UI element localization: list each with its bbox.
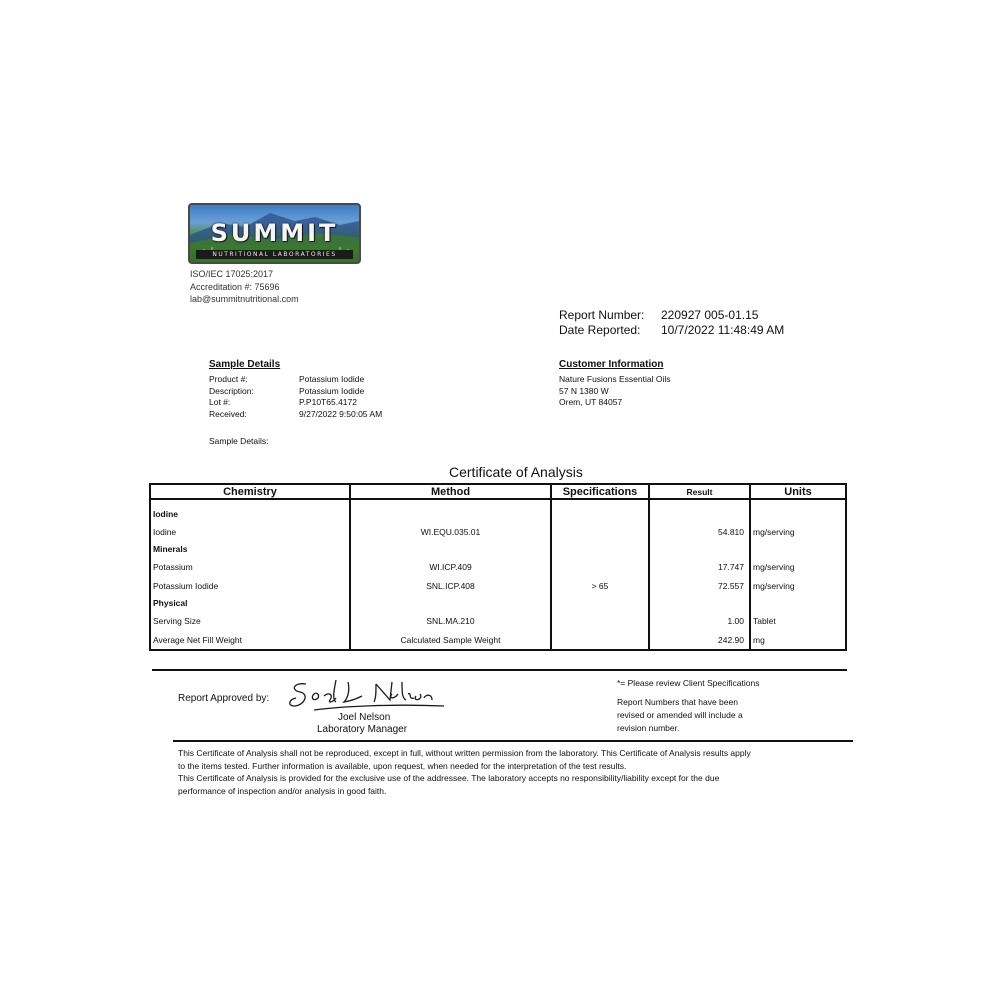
lot-value: P.P10T65.4172 <box>299 397 357 407</box>
date-reported-label: Date Reported: <box>559 323 641 337</box>
header-result: Result <box>649 484 750 499</box>
approved-by-label: Report Approved by: <box>178 693 270 704</box>
chemistry-cell: Average Net Fill Weight <box>150 630 350 650</box>
table-row <box>150 611 846 630</box>
disclaimer-line: This Certificate of Analysis is provided for the exclusive use of the addressee. The laboratory accepts no responsibility/liability except for the due <box>178 773 720 783</box>
result-cell: 17.747 <box>649 557 750 576</box>
spec-note: *= Please review Client Specifications <box>617 678 760 688</box>
spec-cell <box>551 522 649 541</box>
revision-note-line: revision number. <box>617 723 680 733</box>
report-number-label: Report Number: <box>559 308 645 322</box>
spec-cell <box>551 557 649 576</box>
units-cell: mg <box>750 630 846 650</box>
result-cell: 72.557 <box>649 576 750 595</box>
header-units: Units <box>750 484 846 499</box>
description-label: Description: <box>209 385 254 396</box>
units-cell: mg/serving <box>750 557 846 576</box>
method-cell: Calculated Sample Weight <box>350 630 551 650</box>
approval-bottom-divider <box>173 740 853 742</box>
table-row <box>150 522 846 541</box>
chemistry-cell: Potassium Iodide <box>150 576 350 595</box>
units-cell: mg/serving <box>750 522 846 541</box>
table-row <box>150 630 846 650</box>
result-cell: 1.00 <box>649 611 750 630</box>
product-value: Potassium Iodide <box>299 374 365 384</box>
customer-name: Nature Fusions Essential Oils <box>559 374 671 384</box>
lab-info <box>190 268 299 306</box>
units-cell: mg/serving <box>750 576 846 595</box>
header-chemistry: Chemistry <box>150 484 350 499</box>
units-cell: Tablet <box>750 611 846 630</box>
received-value: 9/27/2022 9:50:05 AM <box>299 408 383 419</box>
header-specifications: Specifications <box>551 484 649 499</box>
chemistry-cell: Potassium <box>150 557 350 576</box>
received-label: Received: <box>209 408 247 419</box>
chemistry-cell: Iodine <box>150 522 350 541</box>
section-name: Minerals <box>150 541 350 557</box>
method-cell: WI.ICP.409 <box>350 557 551 576</box>
customer-info-heading: Customer Information <box>559 359 664 370</box>
result-cell: 54.810 <box>649 522 750 541</box>
customer-street: 57 N 1380 W <box>559 385 609 396</box>
disclaimer-line: performance of inspection and/or analysis in good faith. <box>178 785 387 796</box>
sample-values <box>299 374 382 420</box>
section-row <box>150 541 846 557</box>
method-cell: WI.EQU.035.01 <box>350 522 551 541</box>
spec-cell <box>551 611 649 630</box>
signature-image <box>284 676 454 714</box>
date-reported: 10/7/2022 11:48:49 AM <box>661 323 785 337</box>
lab-email[interactable]: lab@summitnutritional.com <box>190 294 299 304</box>
table-row <box>150 576 846 595</box>
revision-note-line: revised or amended will include a <box>617 710 743 720</box>
header-method: Method <box>350 484 551 499</box>
coa-table <box>149 483 847 651</box>
spec-cell: > 65 <box>551 576 649 595</box>
accreditation-number: Accreditation #: 75696 <box>190 281 280 292</box>
logo-subtitle: NUTRITIONAL LABORATORIES <box>196 250 353 259</box>
approver-name: Joel Nelson <box>338 712 391 723</box>
iso-standard: ISO/IEC 17025:2017 <box>190 269 274 279</box>
disclaimer-line: to the items tested. Further information is available, upon request, when needed for the interpretation of the test results. <box>178 760 627 771</box>
logo-wordmark: SUMMIT <box>210 219 339 247</box>
disclaimer <box>178 747 848 797</box>
section-row <box>150 595 846 611</box>
report-number: 220927 005-01.15 <box>661 308 759 322</box>
section-row <box>150 506 846 522</box>
description-value: Potassium Iodide <box>299 385 365 396</box>
lot-label: Lot #: <box>209 397 231 407</box>
approver-title: Laboratory Manager <box>317 724 408 735</box>
coa-title: Certificate of Analysis <box>449 464 583 480</box>
revision-note <box>617 696 743 735</box>
table-header-row <box>150 484 846 499</box>
summit-logo <box>188 203 361 264</box>
sample-details-heading: Sample Details <box>209 359 281 370</box>
result-cell: 242.90 <box>649 630 750 650</box>
chemistry-cell: Serving Size <box>150 611 350 630</box>
method-cell: SNL.ICP.408 <box>350 576 551 595</box>
method-cell: SNL.MA.210 <box>350 611 551 630</box>
spec-cell <box>551 630 649 650</box>
product-label: Product #: <box>209 374 248 384</box>
section-name: Physical <box>150 595 350 611</box>
revision-note-line: Report Numbers that have been <box>617 697 738 707</box>
section-name: Iodine <box>150 506 350 522</box>
customer-address <box>559 374 671 409</box>
sample-details-label: Sample Details: <box>209 436 269 446</box>
disclaimer-line: This Certificate of Analysis shall not be reproduced, except in full, without written permission from the laboratory. This Certificate of Analysis results apply <box>178 748 751 758</box>
customer-city: Orem, UT 84057 <box>559 397 623 407</box>
approval-top-divider <box>152 669 847 671</box>
sample-labels <box>209 374 254 420</box>
table-row <box>150 557 846 576</box>
